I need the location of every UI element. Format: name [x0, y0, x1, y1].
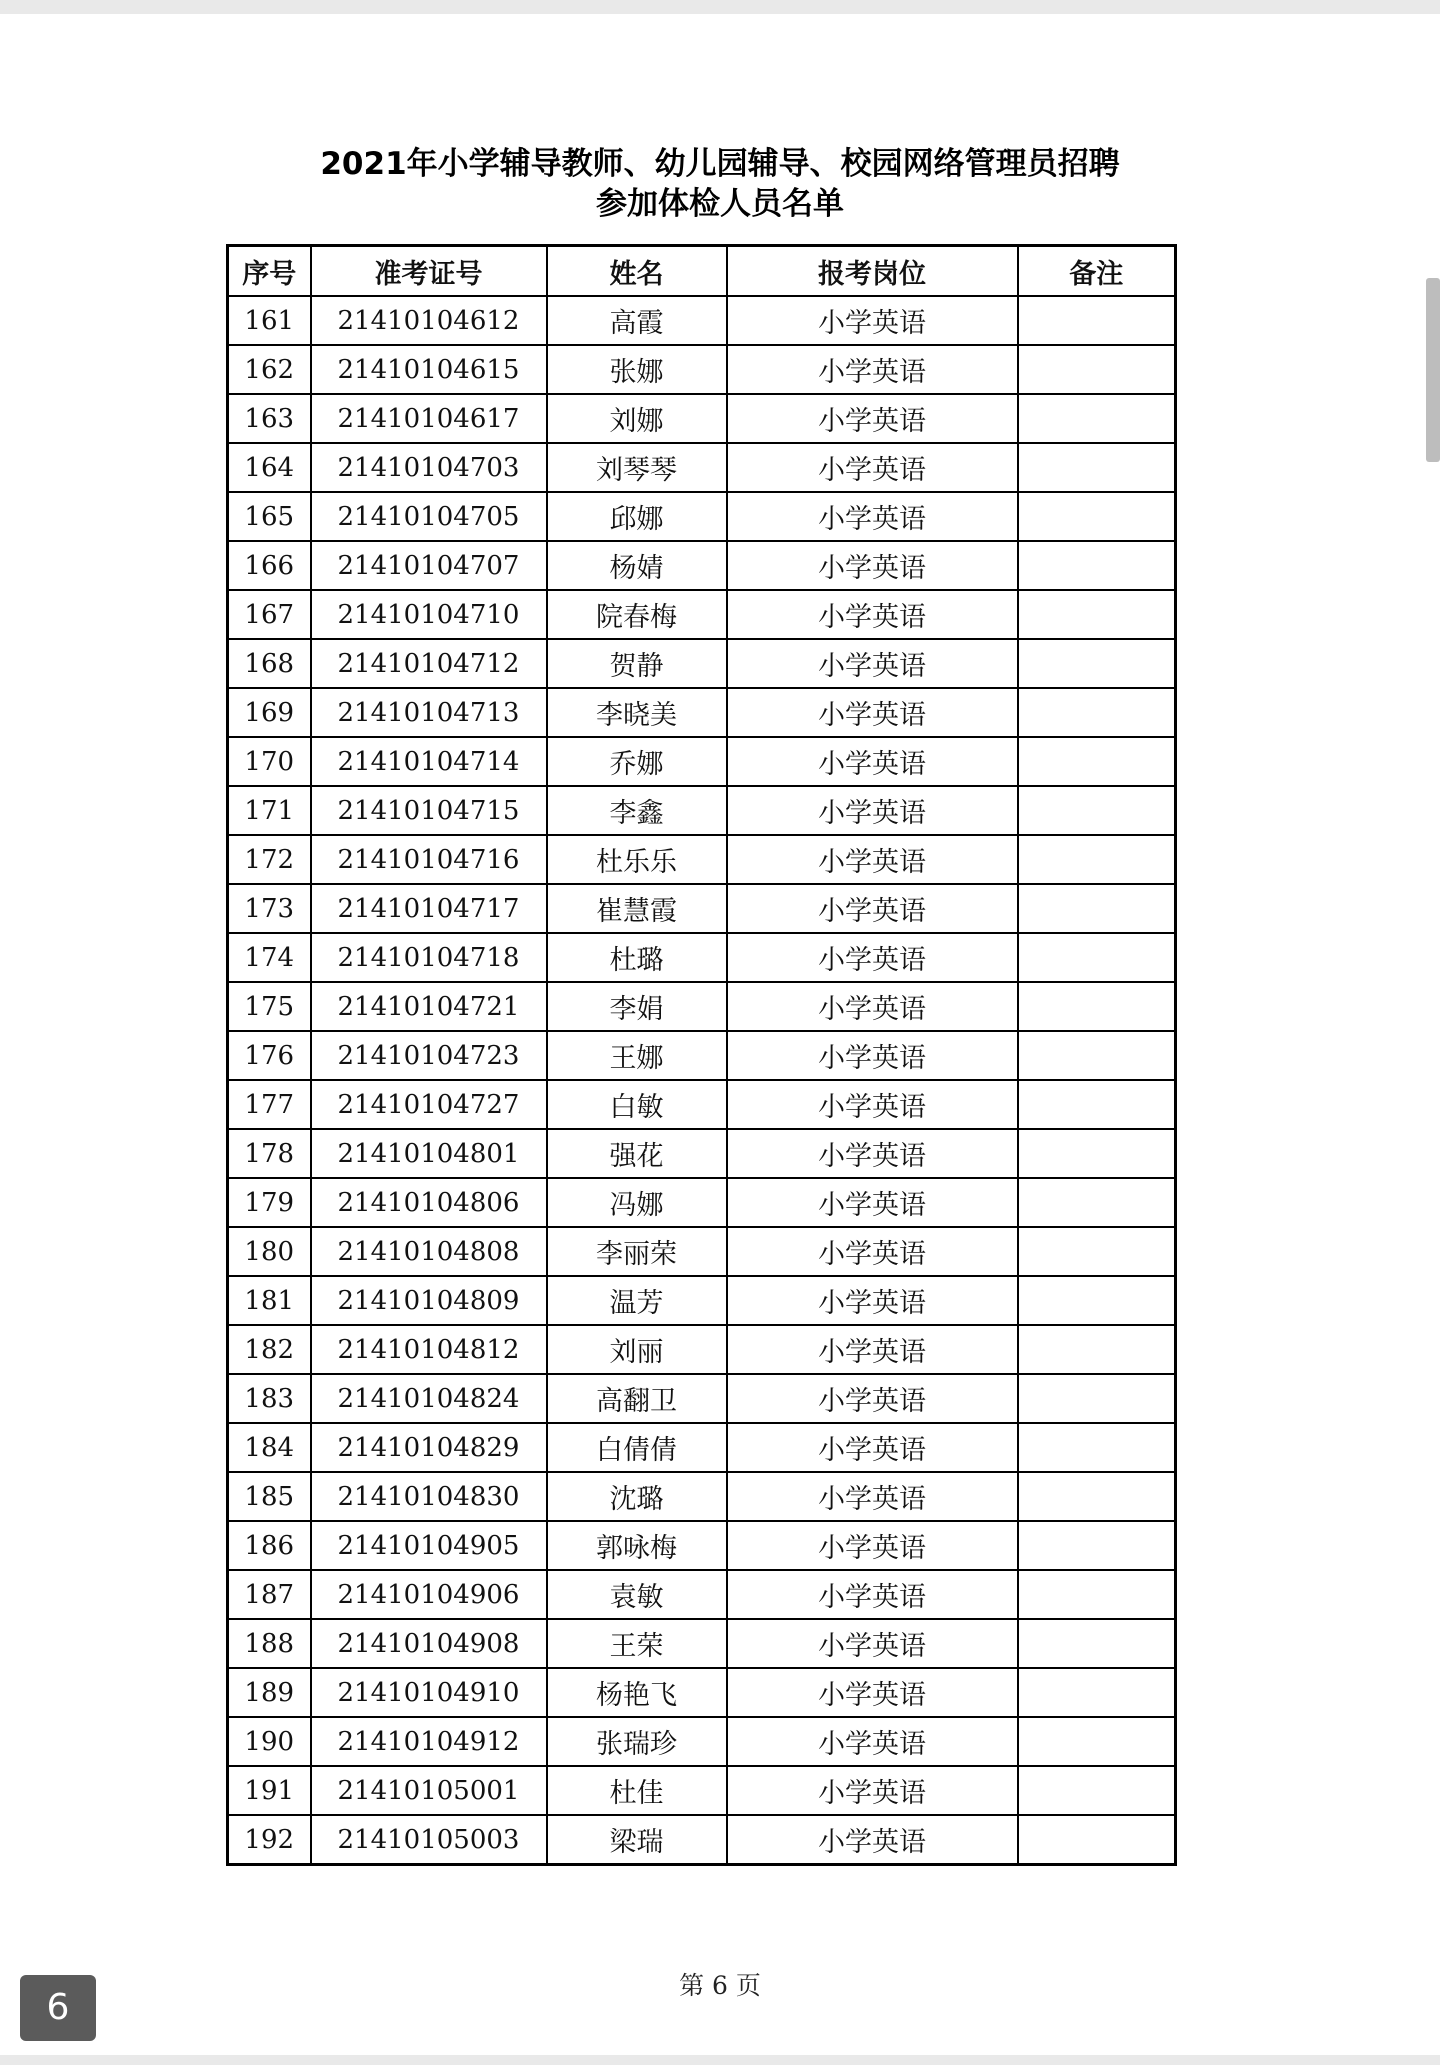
cell-post: 小学英语 [727, 345, 1018, 394]
cell-exam-id: 21410104905 [311, 1521, 547, 1570]
page-footer: 第 6 页 [679, 1971, 761, 2000]
cell-name: 张瑞珍 [547, 1717, 727, 1766]
cell-serial: 179 [228, 1178, 311, 1227]
cell-note [1018, 541, 1176, 590]
table-row [228, 1472, 1176, 1521]
cell-name: 张娜 [547, 345, 727, 394]
cell-post: 小学英语 [727, 884, 1018, 933]
cell-name: 李娟 [547, 982, 727, 1031]
cell-name: 冯娜 [547, 1178, 727, 1227]
cell-serial: 184 [228, 1423, 311, 1472]
cell-post: 小学英语 [727, 737, 1018, 786]
cell-exam-id: 21410104808 [311, 1227, 547, 1276]
cell-name: 高翻卫 [547, 1374, 727, 1423]
table-row [228, 688, 1176, 737]
cell-post: 小学英语 [727, 1129, 1018, 1178]
cell-serial: 165 [228, 492, 311, 541]
table-row [228, 737, 1176, 786]
cell-note [1018, 1521, 1176, 1570]
cell-note [1018, 1178, 1176, 1227]
cell-name: 邱娜 [547, 492, 727, 541]
cell-note [1018, 1423, 1176, 1472]
cell-name: 杜璐 [547, 933, 727, 982]
cell-exam-id: 21410104615 [311, 345, 547, 394]
header-post: 报考岗位 [727, 246, 1018, 297]
cell-name: 白倩倩 [547, 1423, 727, 1472]
cell-exam-id: 21410104723 [311, 1031, 547, 1080]
cell-exam-id: 21410104806 [311, 1178, 547, 1227]
cell-name: 强花 [547, 1129, 727, 1178]
cell-serial: 189 [228, 1668, 311, 1717]
cell-note [1018, 933, 1176, 982]
cell-note [1018, 345, 1176, 394]
cell-post: 小学英语 [727, 1717, 1018, 1766]
cell-exam-id: 21410104713 [311, 688, 547, 737]
cell-exam-id: 21410104707 [311, 541, 547, 590]
cell-note [1018, 737, 1176, 786]
table-row [228, 1521, 1176, 1570]
table-row [228, 982, 1176, 1031]
cell-exam-id: 21410104718 [311, 933, 547, 982]
cell-post: 小学英语 [727, 1374, 1018, 1423]
cell-note [1018, 1815, 1176, 1865]
cell-exam-id: 21410104912 [311, 1717, 547, 1766]
cell-serial: 169 [228, 688, 311, 737]
cell-exam-id: 21410104801 [311, 1129, 547, 1178]
cell-name: 杨婧 [547, 541, 727, 590]
cell-post: 小学英语 [727, 1325, 1018, 1374]
table-row [228, 394, 1176, 443]
cell-serial: 191 [228, 1766, 311, 1815]
header-serial: 序号 [228, 246, 311, 297]
cell-post: 小学英语 [727, 1815, 1018, 1865]
cell-serial: 161 [228, 296, 311, 345]
cell-note [1018, 1129, 1176, 1178]
cell-serial: 178 [228, 1129, 311, 1178]
cell-exam-id: 21410104812 [311, 1325, 547, 1374]
table-header-row [228, 246, 1176, 297]
cell-serial: 166 [228, 541, 311, 590]
cell-post: 小学英语 [727, 1668, 1018, 1717]
cell-exam-id: 21410104908 [311, 1619, 547, 1668]
cell-note [1018, 1080, 1176, 1129]
cell-exam-id: 21410104716 [311, 835, 547, 884]
document-title: 2021年小学辅导教师、幼儿园辅导、校园网络管理员招聘 [320, 146, 1120, 182]
cell-name: 杨艳飞 [547, 1668, 727, 1717]
cell-note [1018, 1374, 1176, 1423]
cell-exam-id: 21410104809 [311, 1276, 547, 1325]
header-exam-id: 准考证号 [311, 246, 547, 297]
table-row [228, 835, 1176, 884]
cell-exam-id: 21410105003 [311, 1815, 547, 1865]
cell-exam-id: 21410104710 [311, 590, 547, 639]
cell-post: 小学英语 [727, 786, 1018, 835]
cell-note [1018, 1472, 1176, 1521]
table-row [228, 639, 1176, 688]
cell-serial: 192 [228, 1815, 311, 1865]
cell-note [1018, 1668, 1176, 1717]
cell-post: 小学英语 [727, 1423, 1018, 1472]
cell-note [1018, 394, 1176, 443]
cell-serial: 172 [228, 835, 311, 884]
cell-name: 温芳 [547, 1276, 727, 1325]
cell-exam-id: 21410104715 [311, 786, 547, 835]
cell-post: 小学英语 [727, 541, 1018, 590]
cell-post: 小学英语 [727, 1227, 1018, 1276]
table-row [228, 1325, 1176, 1374]
cell-exam-id: 21410104714 [311, 737, 547, 786]
cell-serial: 170 [228, 737, 311, 786]
cell-exam-id: 21410104712 [311, 639, 547, 688]
table-row [228, 1766, 1176, 1815]
table-row [228, 1276, 1176, 1325]
cell-exam-id: 21410104829 [311, 1423, 547, 1472]
cell-note [1018, 296, 1176, 345]
cell-serial: 185 [228, 1472, 311, 1521]
header-note: 备注 [1018, 246, 1176, 297]
cell-post: 小学英语 [727, 688, 1018, 737]
cell-serial: 186 [228, 1521, 311, 1570]
cell-post: 小学英语 [727, 835, 1018, 884]
cell-post: 小学英语 [727, 1472, 1018, 1521]
table-row [228, 590, 1176, 639]
cell-post: 小学英语 [727, 982, 1018, 1031]
cell-name: 崔慧霞 [547, 884, 727, 933]
table-row [228, 1423, 1176, 1472]
cell-serial: 168 [228, 639, 311, 688]
cell-note [1018, 982, 1176, 1031]
cell-exam-id: 21410104721 [311, 982, 547, 1031]
cell-post: 小学英语 [727, 639, 1018, 688]
document-page[interactable] [0, 14, 1440, 2055]
table-row [228, 1717, 1176, 1766]
cell-exam-id: 21410104717 [311, 884, 547, 933]
cell-post: 小学英语 [727, 1178, 1018, 1227]
cell-post: 小学英语 [727, 296, 1018, 345]
cell-note [1018, 786, 1176, 835]
cell-exam-id: 21410104705 [311, 492, 547, 541]
cell-name: 郭咏梅 [547, 1521, 727, 1570]
table-row [228, 786, 1176, 835]
cell-exam-id: 21410104910 [311, 1668, 547, 1717]
cell-post: 小学英语 [727, 443, 1018, 492]
cell-note [1018, 1325, 1176, 1374]
cell-post: 小学英语 [727, 933, 1018, 982]
cell-name: 梁瑞 [547, 1815, 727, 1865]
cell-post: 小学英语 [727, 394, 1018, 443]
document-subtitle: 参加体检人员名单 [596, 186, 844, 222]
table-row [228, 1227, 1176, 1276]
cell-post: 小学英语 [727, 1570, 1018, 1619]
table-row [228, 1129, 1176, 1178]
cell-post: 小学英语 [727, 1080, 1018, 1129]
table-row [228, 492, 1176, 541]
cell-serial: 174 [228, 933, 311, 982]
cell-note [1018, 884, 1176, 933]
cell-serial: 180 [228, 1227, 311, 1276]
cell-serial: 173 [228, 884, 311, 933]
cell-post: 小学英语 [727, 1276, 1018, 1325]
page-number-badge[interactable]: 6 [20, 1975, 96, 2041]
table-row [228, 1570, 1176, 1619]
cell-name: 白敏 [547, 1080, 727, 1129]
cell-note [1018, 1619, 1176, 1668]
cell-name: 贺静 [547, 639, 727, 688]
cell-serial: 176 [228, 1031, 311, 1080]
cell-serial: 181 [228, 1276, 311, 1325]
cell-note [1018, 1031, 1176, 1080]
table-row [228, 1080, 1176, 1129]
cell-note [1018, 1766, 1176, 1815]
table-row [228, 345, 1176, 394]
candidate-table [226, 244, 1177, 1866]
cell-name: 乔娜 [547, 737, 727, 786]
cell-note [1018, 1717, 1176, 1766]
cell-exam-id: 21410104906 [311, 1570, 547, 1619]
cell-name: 刘丽 [547, 1325, 727, 1374]
table-row [228, 296, 1176, 345]
cell-serial: 183 [228, 1374, 311, 1423]
cell-serial: 182 [228, 1325, 311, 1374]
scrollbar-thumb[interactable] [1426, 278, 1440, 462]
table-row [228, 933, 1176, 982]
viewer-top-strip [0, 0, 1440, 14]
table-row [228, 1619, 1176, 1668]
cell-exam-id: 21410104703 [311, 443, 547, 492]
table-row [228, 1374, 1176, 1423]
cell-name: 杜乐乐 [547, 835, 727, 884]
cell-exam-id: 21410105001 [311, 1766, 547, 1815]
cell-post: 小学英语 [727, 590, 1018, 639]
cell-post: 小学英语 [727, 1619, 1018, 1668]
cell-serial: 162 [228, 345, 311, 394]
cell-name: 刘娜 [547, 394, 727, 443]
cell-name: 杜佳 [547, 1766, 727, 1815]
table-body [228, 296, 1176, 1865]
cell-name: 袁敏 [547, 1570, 727, 1619]
table-row [228, 1668, 1176, 1717]
cell-name: 院春梅 [547, 590, 727, 639]
cell-name: 沈璐 [547, 1472, 727, 1521]
viewer-bottom-strip [0, 2055, 1440, 2065]
table-row [228, 1815, 1176, 1865]
cell-serial: 177 [228, 1080, 311, 1129]
table-row [228, 1178, 1176, 1227]
cell-note [1018, 688, 1176, 737]
cell-name: 李丽荣 [547, 1227, 727, 1276]
cell-name: 刘琴琴 [547, 443, 727, 492]
header-name: 姓名 [547, 246, 727, 297]
cell-exam-id: 21410104612 [311, 296, 547, 345]
cell-name: 李鑫 [547, 786, 727, 835]
cell-serial: 171 [228, 786, 311, 835]
cell-note [1018, 1276, 1176, 1325]
cell-serial: 188 [228, 1619, 311, 1668]
cell-note [1018, 590, 1176, 639]
cell-exam-id: 21410104617 [311, 394, 547, 443]
cell-serial: 190 [228, 1717, 311, 1766]
cell-serial: 175 [228, 982, 311, 1031]
cell-serial: 164 [228, 443, 311, 492]
cell-note [1018, 492, 1176, 541]
cell-note [1018, 639, 1176, 688]
table-row [228, 884, 1176, 933]
cell-note [1018, 835, 1176, 884]
cell-serial: 187 [228, 1570, 311, 1619]
cell-post: 小学英语 [727, 1521, 1018, 1570]
table-row [228, 1031, 1176, 1080]
table-row [228, 541, 1176, 590]
cell-exam-id: 21410104727 [311, 1080, 547, 1129]
cell-post: 小学英语 [727, 492, 1018, 541]
cell-serial: 167 [228, 590, 311, 639]
cell-serial: 163 [228, 394, 311, 443]
cell-post: 小学英语 [727, 1766, 1018, 1815]
cell-name: 王娜 [547, 1031, 727, 1080]
cell-note [1018, 1570, 1176, 1619]
cell-exam-id: 21410104824 [311, 1374, 547, 1423]
cell-note [1018, 443, 1176, 492]
cell-exam-id: 21410104830 [311, 1472, 547, 1521]
table-row [228, 443, 1176, 492]
cell-note [1018, 1227, 1176, 1276]
cell-name: 李晓美 [547, 688, 727, 737]
cell-name: 高霞 [547, 296, 727, 345]
cell-post: 小学英语 [727, 1031, 1018, 1080]
scrollbar[interactable] [1426, 14, 1440, 2055]
cell-name: 王荣 [547, 1619, 727, 1668]
